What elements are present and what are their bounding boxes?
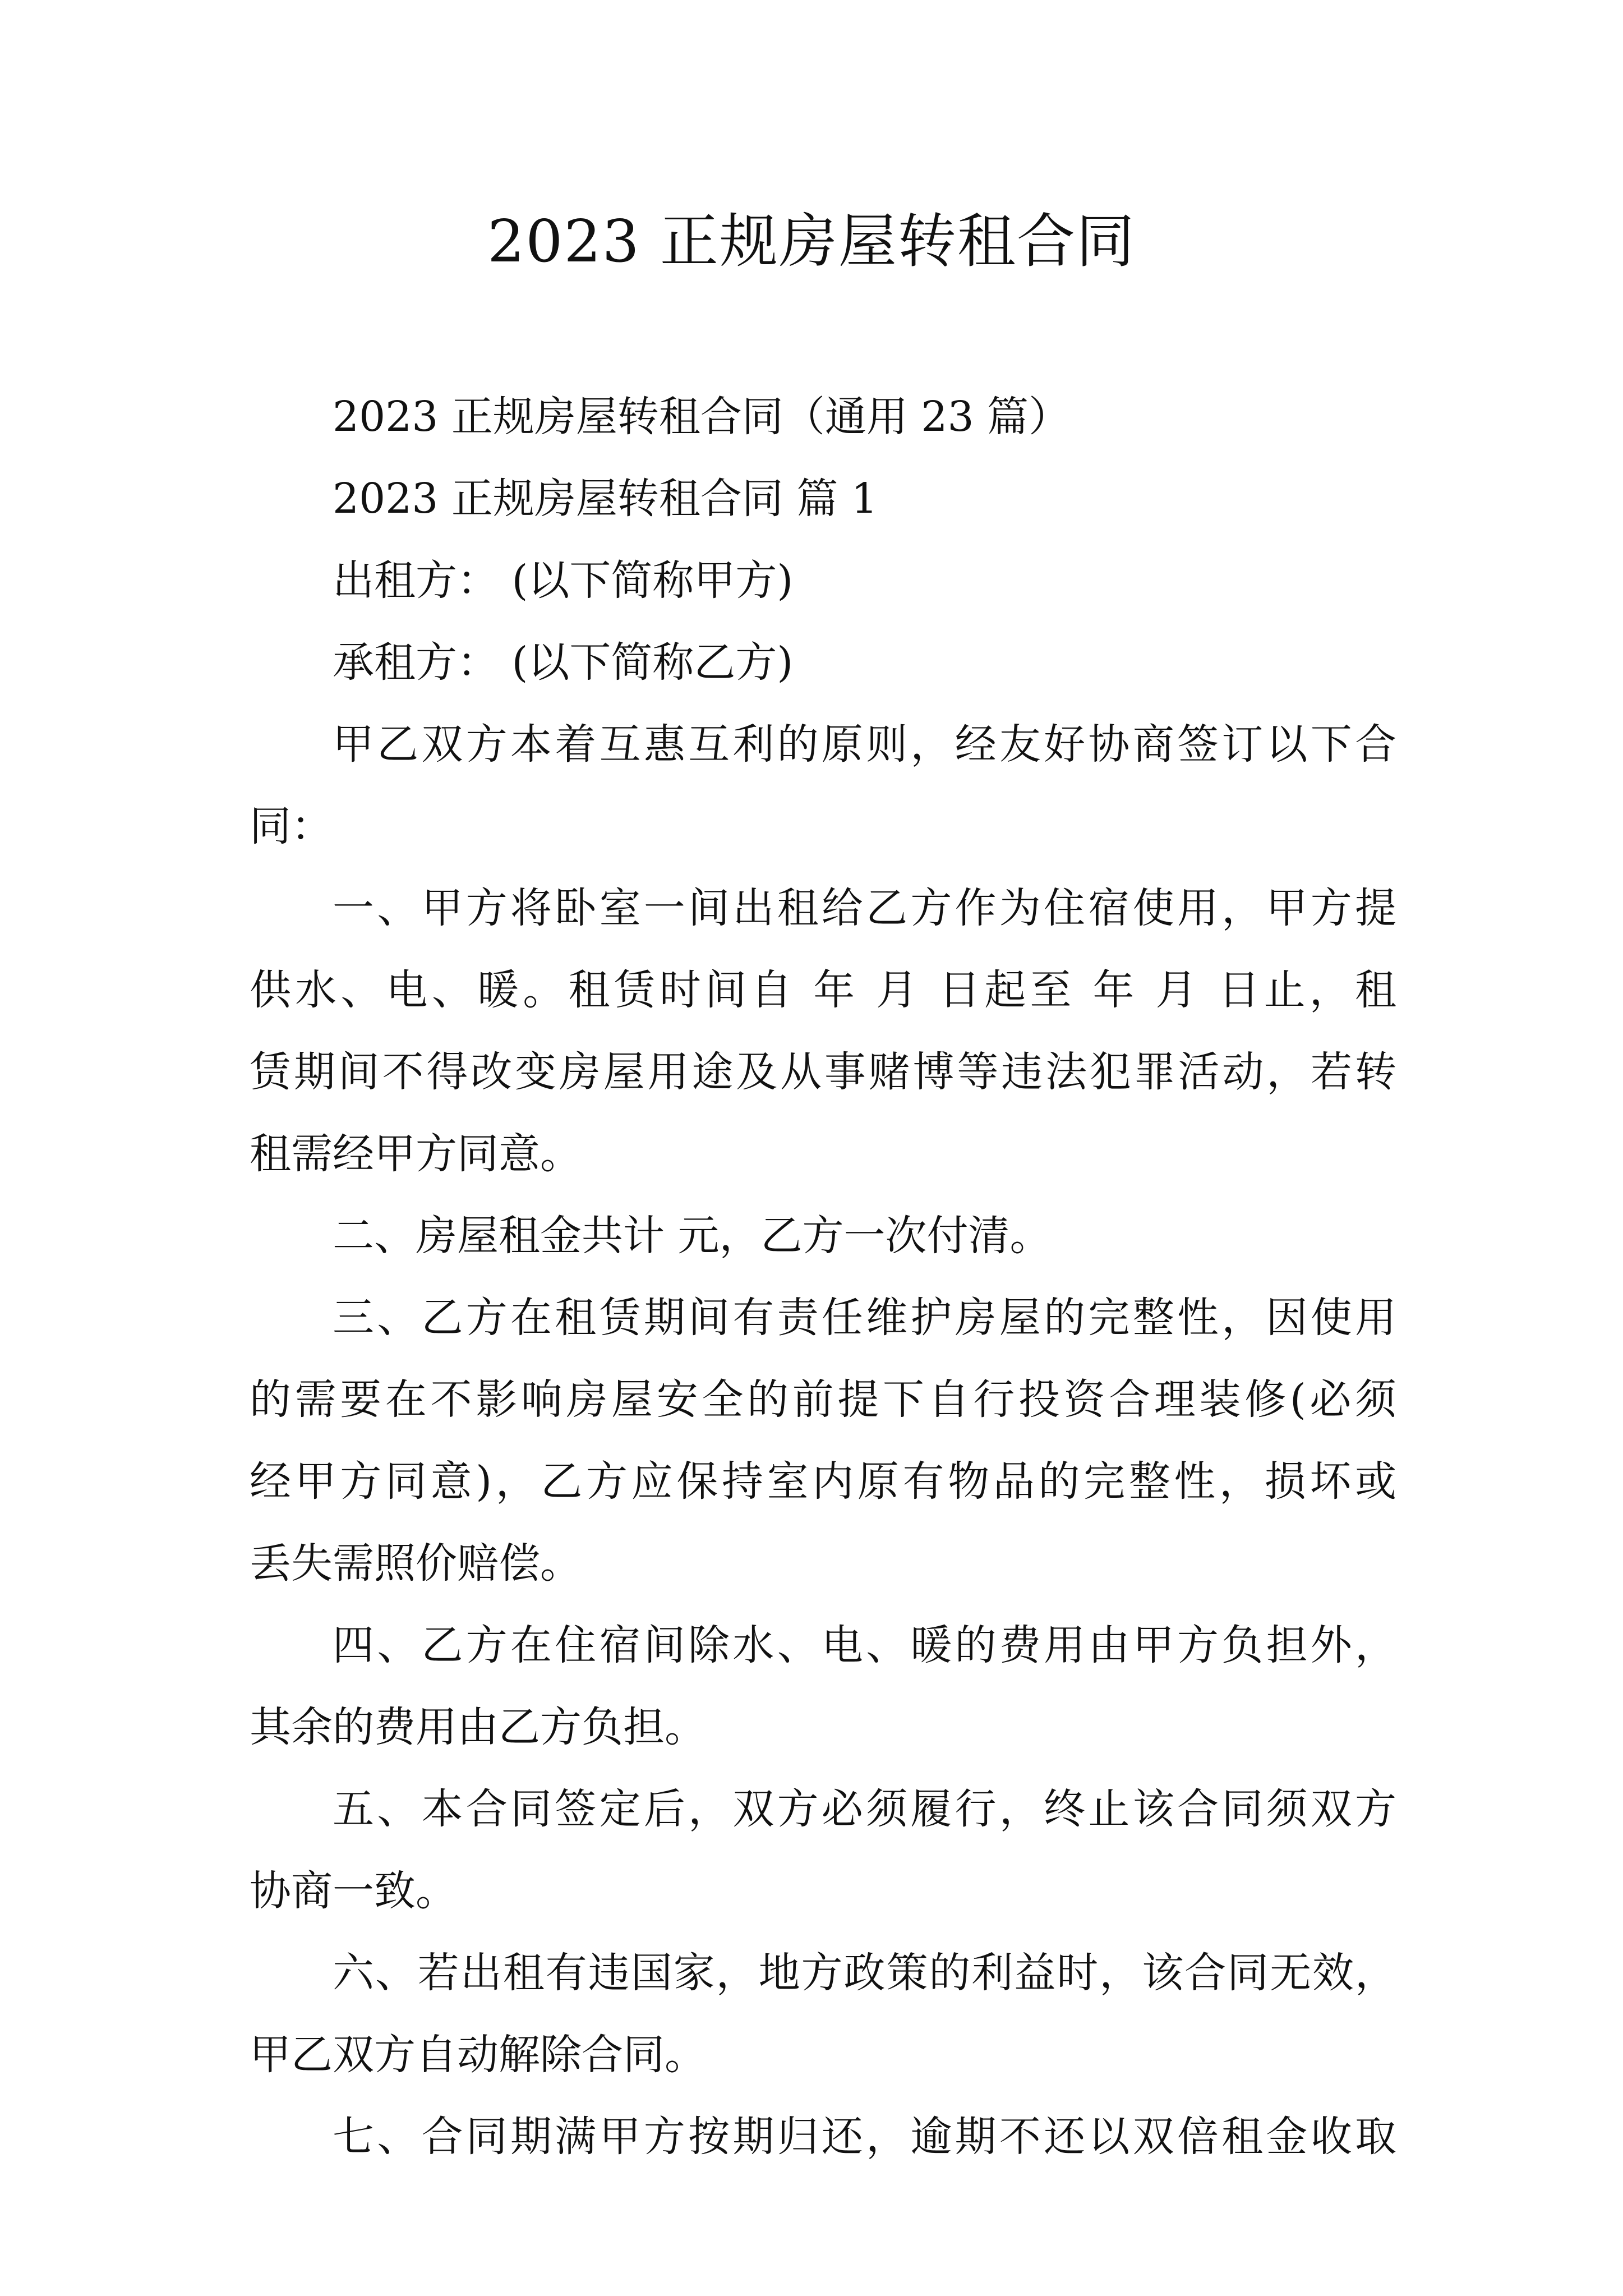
clause-1-line: 租需经甲方同意。 — [250, 1130, 582, 1178]
collection-heading: 2023 正规房屋转租合同（通用 23 篇） — [333, 393, 1071, 441]
clause-3-line: 丢失需照价赔偿。 — [250, 1539, 582, 1588]
document-title: 2023 正规房屋转租合同 — [487, 207, 1136, 275]
clause-3-line: 经甲方同意)，乙方应保持室内原有物品的完整性，损坏或 — [250, 1457, 1396, 1506]
section-heading: 2023 正规房屋转租合同 篇 1 — [333, 475, 878, 523]
paragraph-line: 同： — [250, 802, 333, 850]
clause-3-line: 三、乙方在租赁期间有责任维护房屋的完整性，因使用 — [333, 1294, 1396, 1342]
lessee-line: 承租方： (以下简称乙方) — [333, 638, 794, 687]
document-body — [250, 376, 1396, 2178]
clause-1-line: 供水、电、暖。租赁时间自 年 月 日起至 年 月 日止，租 — [250, 966, 1396, 1014]
clause-6-line: 甲乙双方自动解除合同。 — [250, 2031, 706, 2079]
clause-2-line: 二、房屋租金共计 元，乙方一次付清。 — [333, 1212, 1052, 1260]
clause-6-line: 六、若出租有违国家，地方政策的利益时，该合同无效， — [333, 1949, 1396, 1997]
paragraph-line: 甲乙双方本着互惠互利的原则，经友好协商签订以下合 — [333, 720, 1396, 769]
clause-1-line: 赁期间不得改变房屋用途及从事赌博等违法犯罪活动，若转 — [250, 1048, 1396, 1096]
lessor-line: 出租方： (以下简称甲方) — [333, 556, 794, 605]
clause-4-line: 四、乙方在住宿间除水、电、暖的费用由甲方负担外， — [333, 1621, 1396, 1669]
clause-1-line: 一、甲方将卧室一间出租给乙方作为住宿使用，甲方提 — [333, 884, 1396, 932]
clause-5-line: 协商一致。 — [250, 1867, 457, 1915]
clause-3-line: 的需要在不影响房屋安全的前提下自行投资合理装修(必须 — [250, 1375, 1396, 1424]
clause-7-line: 七、合同期满甲方按期归还，逾期不还以双倍租金收取 — [333, 2113, 1396, 2161]
clause-5-line: 五、本合同签定后，双方必须履行，终止该合同须双方 — [333, 1785, 1396, 1833]
clause-4-line: 其余的费用由乙方负担。 — [250, 1703, 706, 1751]
